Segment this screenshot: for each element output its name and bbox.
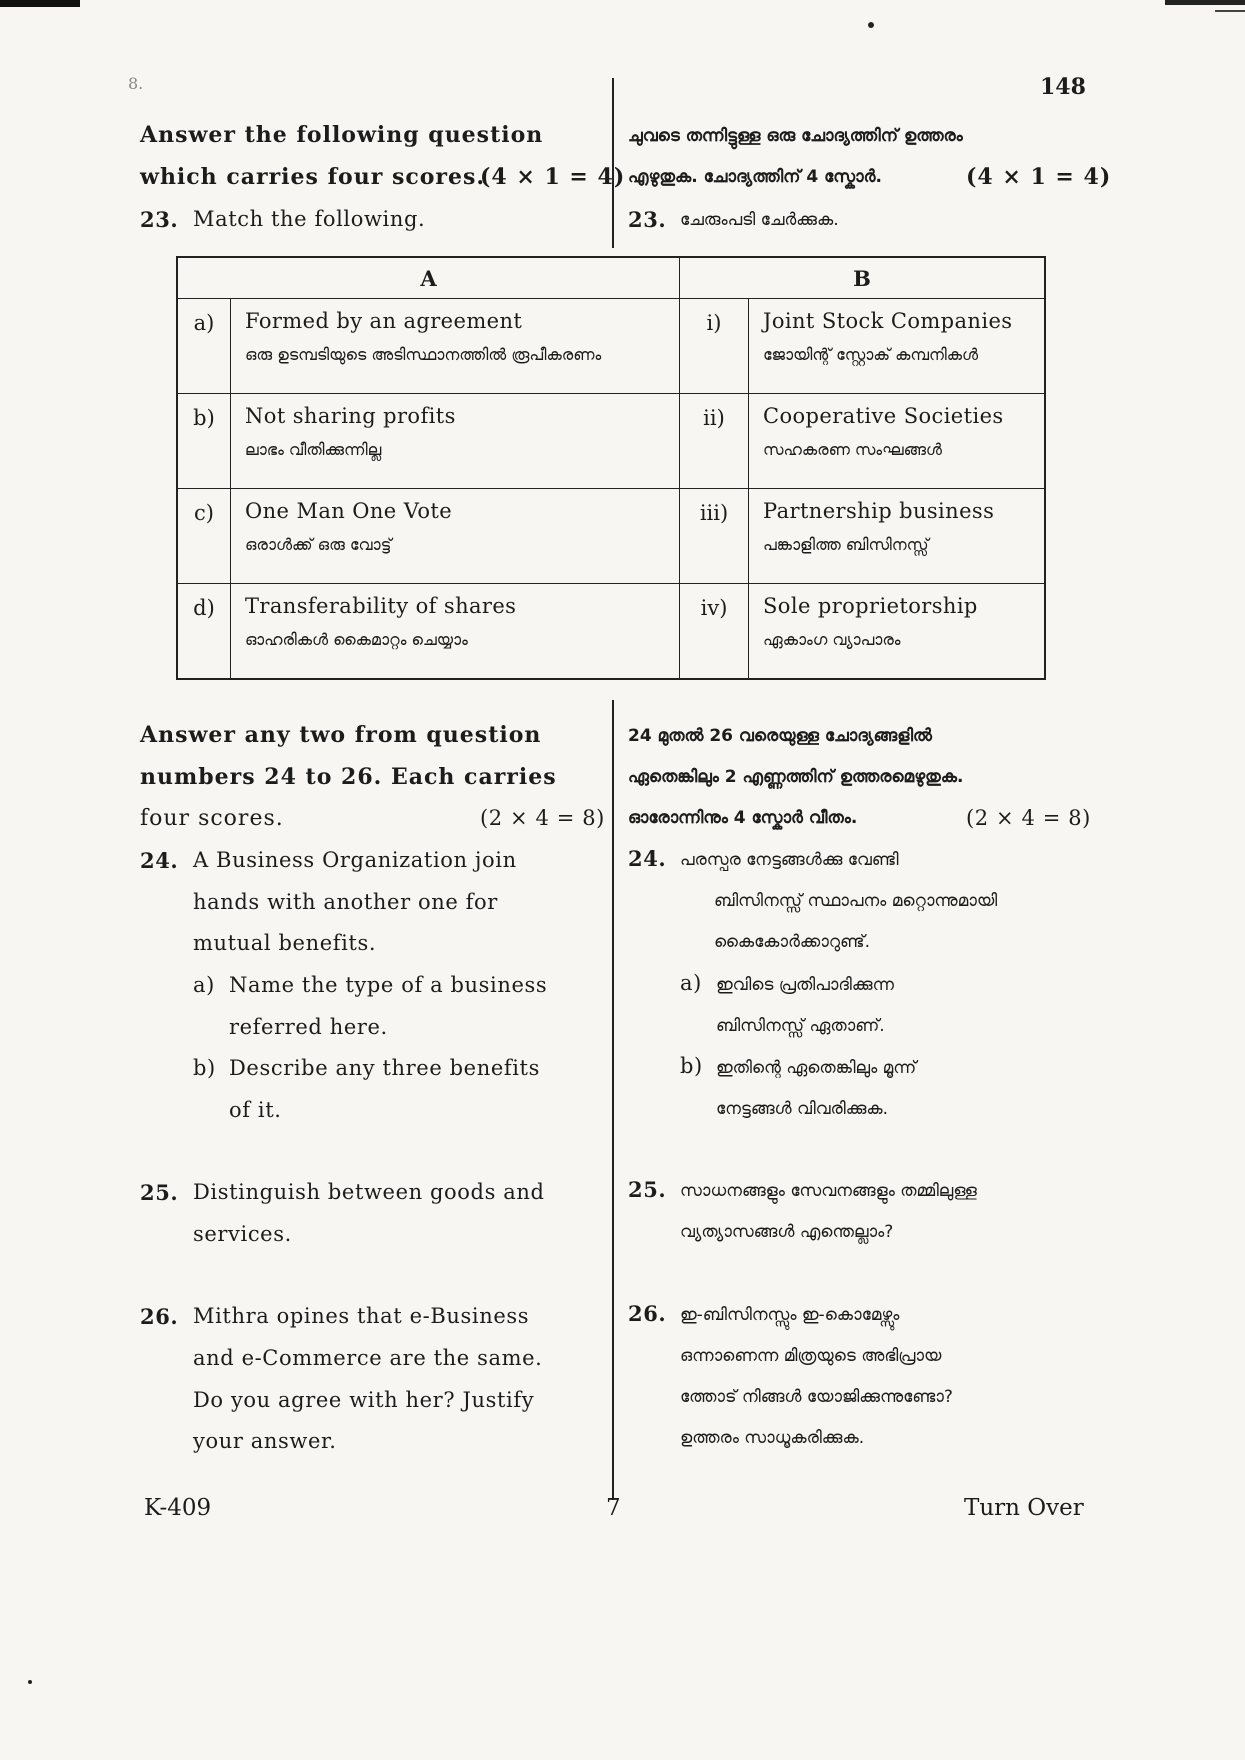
subquestion-label: b) [680,1054,703,1078]
cell-text-ml: ലാഭം വീതിക്കുന്നില്ല [245,439,382,459]
instruction-line-ml: ഓരോന്നിനും 4 സ്കോർ വീതം. [628,808,858,828]
cell-text-en: Cooperative Societies [763,403,1004,428]
subquestion-text: referred here. [229,1015,388,1039]
column-a-cell [231,393,680,488]
column-a-cell [231,299,680,394]
question-text-ml: ചേരുംപടി ചേർക്കുക. [680,210,839,230]
subquestion-text-ml: ഇതിന്റെ ഏതെങ്കിലും മൂന്ന് [716,1058,917,1078]
cell-text-ml: പങ്കാളിത്ത ബിസിനസ്സ് [763,534,929,554]
cell-text-ml: ഏകാംഗ വ്യാപാരം [763,629,901,649]
cell-text-en: Formed by an agreement [245,309,523,333]
instruction-line: Answer the following question [140,122,544,148]
scan-edge-mark [0,0,80,7]
table-row [177,299,1045,394]
instruction-line: four scores. [140,806,284,831]
cell-text-ml: ജോയിന്റ് സ്റ്റോക് കമ്പനികൾ [763,345,979,364]
column-b-cell [749,393,1046,488]
column-divider [612,700,614,1500]
instruction-line: Answer any two from question [140,722,542,748]
question-number: 24. [628,846,667,871]
score-label: (4 × 1 = 4) [966,164,1112,190]
scan-edge-mark [1215,10,1245,12]
page-number: 148 [1040,74,1086,100]
question-number: 26. [140,1304,179,1329]
subquestion-label: a) [680,971,702,995]
question-text-ml: ത്തോട് നിങ്ങൾ യോജിക്കുന്നുണ്ടോ? [680,1387,953,1407]
cell-text-ml: ഓഹരികൾ കൈമാറ്റം ചെയ്യാം [245,629,468,649]
footer-page-number: 7 [606,1495,621,1521]
question-text: and e-Commerce are the same. [193,1346,543,1370]
question-text-ml: ഒന്നാണെന്ന മിത്രയുടെ അഭിപ്രായ [680,1346,942,1366]
question-text: Mithra opines that e-Business [193,1304,530,1328]
question-number: 23. [628,207,667,232]
cell-text-ml: സഹകരണ സംഘങ്ങൾ [763,439,942,459]
cell-text-en: Joint Stock Companies [763,309,1013,333]
score-label: (4 × 1 = 4) [480,164,626,190]
instruction-line-ml: ചുവടെ തന്നിട്ടുള്ള ഒരു ചോദ്യത്തിന് ഉത്തരം [628,126,963,146]
cell-text-en: Not sharing profits [245,403,456,428]
column-b-cell [749,583,1046,679]
subquestion-text: Describe any three benefits [229,1056,540,1080]
instruction-line-ml: 24 മുതൽ 26 വരെയുള്ള ചോദ്യങ്ങളിൽ [628,726,932,746]
question-number: 23. [140,207,179,232]
question-text: hands with another one for [193,890,498,914]
column-divider [612,78,614,248]
question-number: 24. [140,848,179,873]
score-label: (2 × 4 = 8) [966,806,1091,830]
row-letter: d) [177,583,231,679]
cell-text-en: Transferability of shares [245,593,517,618]
question-text-ml: വ്യത്യാസങ്ങൾ എന്തെല്ലാം? [680,1222,894,1242]
scan-speck [28,1680,32,1684]
question-number: 25. [628,1177,667,1202]
row-letter: b) [177,393,231,488]
row-roman: iv) [680,583,749,679]
corner-mark: 8. [128,74,144,93]
column-a-cell [231,583,680,679]
question-text-ml: ഉത്തരം സാധൂകരിക്കുക. [680,1428,865,1448]
table-header-row [177,257,1045,299]
question-text: mutual benefits. [193,931,377,955]
question-number: 26. [628,1301,667,1326]
column-b-cell [749,299,1046,394]
table-row [177,488,1045,583]
cell-text-en: One Man One Vote [245,498,453,523]
question-text-ml: പരസ്പര നേട്ടങ്ങൾക്കു വേണ്ടി [680,850,899,870]
instruction-line: numbers 24 to 26. Each carries [140,764,557,790]
question-text-ml: ഇ-ബിസിനസ്സും ഇ-കൊമേഴ്സും [680,1305,900,1325]
column-a-cell [231,488,680,583]
subquestion-text-ml: ബിസിനസ്സ് ഏതാണ്. [716,1016,885,1036]
cell-text-en: Partnership business [763,498,995,523]
cell-text-ml: ഒരാൾക്ക് ഒരു വോട്ട് [245,534,392,554]
question-text: Match the following. [193,207,426,231]
column-a-header: A [177,257,680,299]
instruction-line: which carries four scores. [140,164,486,190]
subquestion-text: of it. [229,1098,282,1122]
instruction-line-ml: എഴുതുക. ചോദ്യത്തിന് 4 സ്കോർ. [628,167,882,187]
cell-text-ml: ഒരു ഉടമ്പടിയുടെ അടിസ്ഥാനത്തിൽ രൂപീകരണം [245,345,602,364]
question-number: 25. [140,1180,179,1205]
score-label: (2 × 4 = 8) [480,806,605,830]
row-roman: iii) [680,488,749,583]
row-letter: c) [177,488,231,583]
instruction-line-ml: ഏതെങ്കിലും 2 എണ്ണത്തിന് ഉത്തരമെഴുതുക. [628,767,964,787]
subquestion-label: a) [193,973,215,997]
subquestion-text-ml: നേട്ടങ്ങൾ വിവരിക്കുക. [716,1099,889,1119]
scan-speck [868,22,874,28]
cell-text-en: Sole proprietorship [763,593,978,618]
question-text: your answer. [193,1429,337,1453]
row-roman: i) [680,299,749,394]
column-b-header: B [680,257,1046,299]
question-text: Do you agree with her? Justify [193,1388,535,1412]
question-text: services. [193,1222,292,1246]
paper-code: K-409 [144,1495,212,1521]
row-roman: ii) [680,393,749,488]
question-text: A Business Organization join [193,848,517,872]
question-text-ml: ബിസിനസ്സ് സ്ഥാപനം മറ്റൊന്നുമായി [714,891,998,911]
turn-over-label: Turn Over [964,1495,1084,1521]
column-b-cell [749,488,1046,583]
table-row [177,583,1045,679]
scan-edge-mark [1165,0,1245,5]
table-row [177,393,1045,488]
question-text: Distinguish between goods and [193,1180,545,1204]
question-text-ml: സാധനങ്ങളും സേവനങ്ങളും തമ്മിലുള്ള [680,1181,977,1201]
match-table [176,256,1046,680]
subquestion-label: b) [193,1056,216,1080]
row-letter: a) [177,299,231,394]
question-text-ml: കൈകോർക്കാറുണ്ട്. [714,932,871,952]
subquestion-text-ml: ഇവിടെ പ്രതിപാദിക്കുന്ന [716,975,894,995]
subquestion-text: Name the type of a business [229,973,548,997]
